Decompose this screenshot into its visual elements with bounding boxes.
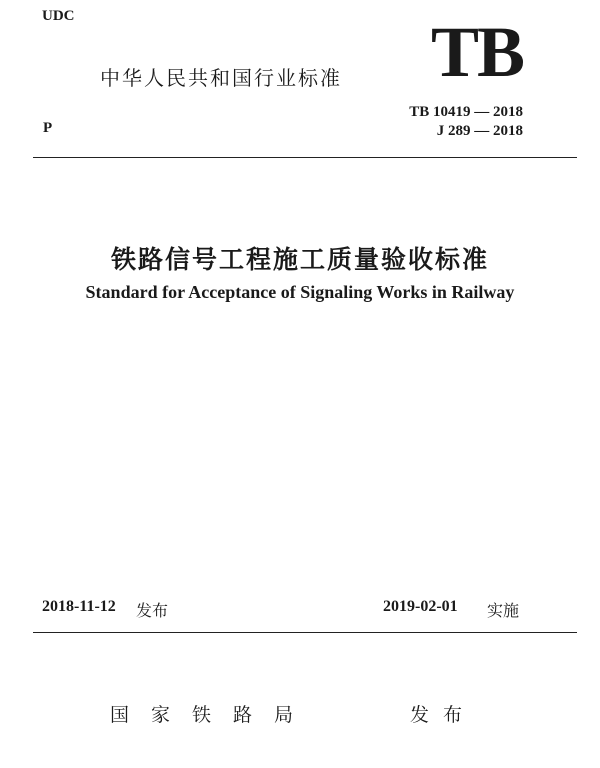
implementation-date: 2019-02-01 [383, 598, 458, 615]
udc-label: UDC [42, 8, 75, 24]
category-code: P [43, 120, 53, 136]
standard-number: TB 10419 — 2018 [409, 104, 523, 120]
tb-logo: TB [430, 12, 523, 92]
issue-label: 发布 [136, 601, 169, 620]
industry-standard-label: 中华人民共和国行业标准 [100, 66, 342, 90]
document-title-chinese: 铁路信号工程施工质量验收标准 [110, 245, 489, 274]
issue-date: 2018-11-12 [42, 598, 116, 615]
publish-label: 发布 [410, 704, 477, 726]
header-divider [33, 157, 577, 158]
footer-divider [33, 632, 577, 633]
publisher-name: 国家铁路局 [110, 704, 316, 726]
registration-number: J 289 — 2018 [436, 123, 523, 139]
standard-codes [409, 103, 523, 141]
implementation-label: 实施 [487, 601, 520, 620]
document-title-english: Standard for Acceptance of Signaling Works in Railway [85, 282, 515, 302]
